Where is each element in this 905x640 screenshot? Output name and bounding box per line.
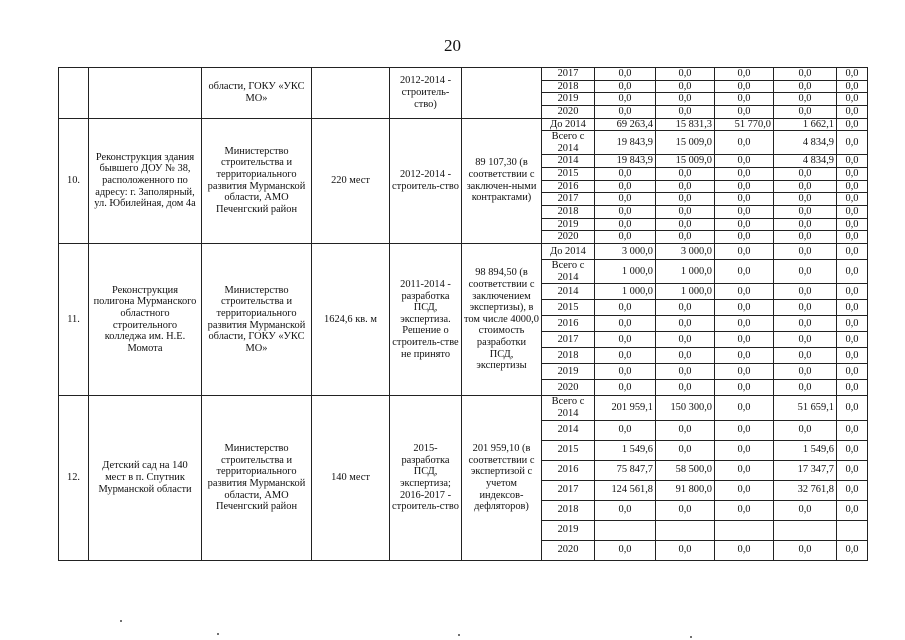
value-cell: 1 549,6 (774, 440, 837, 460)
value-cell: 0,0 (715, 332, 774, 348)
value-cell: 0,0 (837, 420, 868, 440)
year-cell: 2017 (542, 68, 595, 81)
value-cell: 201 959,1 (595, 396, 656, 420)
year-cell: Всего с 2014 (542, 396, 595, 420)
value-cell: 0,0 (656, 168, 715, 181)
year-cell: 2019 (542, 364, 595, 380)
value-cell: 0,0 (774, 68, 837, 81)
year-cell: Всего с 2014 (542, 131, 595, 155)
year-cell: 2018 (542, 348, 595, 364)
value-cell: 1 662,1 (774, 118, 837, 131)
value-cell: 0,0 (656, 332, 715, 348)
value-cell: 0,0 (837, 332, 868, 348)
value-cell: 0,0 (837, 348, 868, 364)
value-cell: 0,0 (656, 440, 715, 460)
value-cell: 0,0 (715, 206, 774, 219)
table-row (59, 68, 868, 81)
value-cell: 150 300,0 (656, 396, 715, 420)
year-cell: 2018 (542, 80, 595, 93)
value-cell: 0,0 (774, 168, 837, 181)
value-cell: 91 800,0 (656, 480, 715, 500)
value-cell: 0,0 (837, 300, 868, 316)
year-cell: 2018 (542, 500, 595, 520)
cost-cell: 98 894,50 (в соответствии с заключением экспертизы), в том числе 4000,0 стоимость разработки ПСД, экспертизы (462, 243, 542, 395)
year-cell: 2016 (542, 460, 595, 480)
value-cell: 0,0 (595, 80, 656, 93)
value-cell: 0,0 (715, 105, 774, 118)
value-cell: 0,0 (715, 180, 774, 193)
period-cell: 2012-2014 - строитель-ство (390, 118, 462, 243)
cost-cell: 201 959,10 (в соответствии с экспертизой с учетом индексов-дефляторов) (462, 396, 542, 560)
value-cell: 0,0 (837, 243, 868, 259)
value-cell: 0,0 (837, 180, 868, 193)
value-cell: 19 843,9 (595, 155, 656, 168)
value-cell: 0,0 (715, 259, 774, 283)
value-cell: 0,0 (595, 420, 656, 440)
value-cell: 0,0 (837, 380, 868, 396)
value-cell: 0,0 (837, 80, 868, 93)
value-cell (774, 520, 837, 540)
value-cell: 17 347,7 (774, 460, 837, 480)
year-cell: 2019 (542, 520, 595, 540)
value-cell: 0,0 (595, 540, 656, 560)
cost-cell: 89 107,30 (в соответствии с заключен-ными контрактами) (462, 118, 542, 243)
entry-name-cell: Реконструкция здания бывшего ДОУ № 38, расположенного по адресу: г. Заполярный, ул. Юбилейная, дом 4а (89, 118, 202, 243)
value-cell: 1 000,0 (656, 284, 715, 300)
value-cell: 0,0 (837, 155, 868, 168)
value-cell: 0,0 (656, 105, 715, 118)
year-cell: 2015 (542, 440, 595, 460)
value-cell: 0,0 (774, 206, 837, 219)
value-cell: 0,0 (715, 193, 774, 206)
capacity-cell: 220 мест (312, 118, 390, 243)
value-cell: 0,0 (595, 348, 656, 364)
value-cell: 58 500,0 (656, 460, 715, 480)
year-cell: 2018 (542, 206, 595, 219)
year-cell: 2020 (542, 380, 595, 396)
value-cell: 4 834,9 (774, 155, 837, 168)
value-cell: 0,0 (656, 500, 715, 520)
value-cell: 0,0 (715, 316, 774, 332)
year-cell: 2019 (542, 93, 595, 106)
value-cell: 0,0 (715, 218, 774, 231)
value-cell: 0,0 (837, 105, 868, 118)
period-cell: 2012-2014 - строитель-ство) (390, 68, 462, 119)
entry-number-cell: 12. (59, 396, 89, 560)
value-cell: 0,0 (774, 316, 837, 332)
year-cell: 2014 (542, 420, 595, 440)
value-cell (595, 520, 656, 540)
value-cell: 0,0 (595, 68, 656, 81)
value-cell: 0,0 (837, 540, 868, 560)
value-cell: 0,0 (837, 480, 868, 500)
value-cell: 0,0 (595, 316, 656, 332)
value-cell: 0,0 (715, 168, 774, 181)
scan-speck (690, 636, 692, 638)
value-cell: 0,0 (837, 193, 868, 206)
value-cell: 0,0 (656, 380, 715, 396)
customer-cell: Министерство строительства и территориального развития Мурманской области, АМО Печенгский район (202, 118, 312, 243)
value-cell: 0,0 (774, 500, 837, 520)
value-cell: 0,0 (837, 218, 868, 231)
value-cell: 0,0 (837, 231, 868, 244)
value-cell: 15 009,0 (656, 155, 715, 168)
value-cell: 0,0 (715, 243, 774, 259)
table-row (59, 396, 868, 420)
value-cell: 0,0 (595, 364, 656, 380)
value-cell: 1 000,0 (595, 284, 656, 300)
capacity-cell (312, 68, 390, 119)
table-body (59, 68, 868, 561)
value-cell: 51 659,1 (774, 396, 837, 420)
value-cell: 0,0 (595, 180, 656, 193)
value-cell: 3 000,0 (656, 243, 715, 259)
value-cell: 0,0 (774, 284, 837, 300)
value-cell: 0,0 (715, 500, 774, 520)
customer-cell: области, ГОКУ «УКС МО» (202, 68, 312, 119)
value-cell: 0,0 (715, 460, 774, 480)
value-cell: 0,0 (774, 180, 837, 193)
value-cell: 0,0 (837, 131, 868, 155)
value-cell: 0,0 (595, 380, 656, 396)
value-cell: 0,0 (656, 80, 715, 93)
year-cell: 2020 (542, 540, 595, 560)
value-cell: 0,0 (774, 348, 837, 364)
value-cell: 0,0 (837, 168, 868, 181)
value-cell: 0,0 (774, 332, 837, 348)
value-cell: 15 009,0 (656, 131, 715, 155)
value-cell: 0,0 (837, 93, 868, 106)
value-cell: 0,0 (656, 193, 715, 206)
value-cell: 124 561,8 (595, 480, 656, 500)
year-cell: До 2014 (542, 118, 595, 131)
value-cell: 0,0 (837, 316, 868, 332)
value-cell: 15 831,3 (656, 118, 715, 131)
year-cell: 2019 (542, 218, 595, 231)
value-cell: 0,0 (774, 300, 837, 316)
value-cell: 75 847,7 (595, 460, 656, 480)
value-cell: 0,0 (656, 540, 715, 560)
value-cell: 0,0 (837, 364, 868, 380)
capacity-cell: 1624,6 кв. м (312, 243, 390, 395)
value-cell: 0,0 (774, 105, 837, 118)
entry-name-cell: Детский сад на 140 мест в п. Спутник Мурманской области (89, 396, 202, 560)
value-cell: 51 770,0 (715, 118, 774, 131)
value-cell: 0,0 (656, 206, 715, 219)
value-cell: 0,0 (656, 316, 715, 332)
period-cell: 2011-2014 - разработка ПСД, экспертиза. Решение о строитель-стве не принято (390, 243, 462, 395)
entry-name-cell (89, 68, 202, 119)
value-cell (837, 520, 868, 540)
year-cell: 2017 (542, 332, 595, 348)
year-cell: 2016 (542, 316, 595, 332)
value-cell: 0,0 (656, 231, 715, 244)
value-cell: 0,0 (837, 206, 868, 219)
value-cell: 0,0 (656, 420, 715, 440)
value-cell: 0,0 (656, 68, 715, 81)
scan-speck (458, 634, 460, 636)
value-cell: 0,0 (774, 243, 837, 259)
value-cell: 0,0 (715, 380, 774, 396)
year-cell: 2017 (542, 480, 595, 500)
value-cell: 0,0 (715, 131, 774, 155)
entry-number-cell: 10. (59, 118, 89, 243)
value-cell: 0,0 (774, 93, 837, 106)
value-cell: 0,0 (837, 118, 868, 131)
value-cell: 0,0 (774, 218, 837, 231)
scan-speck (120, 620, 122, 622)
value-cell: 69 263,4 (595, 118, 656, 131)
year-cell: 2014 (542, 284, 595, 300)
cost-cell (462, 68, 542, 119)
value-cell: 0,0 (595, 300, 656, 316)
value-cell (715, 520, 774, 540)
value-cell: 0,0 (595, 105, 656, 118)
value-cell: 0,0 (837, 500, 868, 520)
investment-table (58, 67, 868, 561)
value-cell: 0,0 (715, 80, 774, 93)
value-cell: 0,0 (837, 68, 868, 81)
value-cell: 0,0 (774, 231, 837, 244)
value-cell: 0,0 (715, 284, 774, 300)
value-cell: 32 761,8 (774, 480, 837, 500)
value-cell: 0,0 (774, 420, 837, 440)
year-cell: 2017 (542, 193, 595, 206)
customer-cell: Министерство строительства и территориального развития Мурманской области, ГОКУ «УКС МО» (202, 243, 312, 395)
value-cell: 0,0 (595, 93, 656, 106)
value-cell: 0,0 (774, 540, 837, 560)
table-row (59, 243, 868, 259)
value-cell: 0,0 (837, 284, 868, 300)
scan-speck (217, 633, 219, 635)
capacity-cell: 140 мест (312, 396, 390, 560)
value-cell: 0,0 (774, 380, 837, 396)
value-cell: 0,0 (715, 540, 774, 560)
customer-cell: Министерство строительства и территориального развития Мурманской области, АМО Печенгский район (202, 396, 312, 560)
value-cell: 0,0 (715, 348, 774, 364)
entry-number-cell: 11. (59, 243, 89, 395)
period-cell: 2015-разработка ПСД, экспертиза; 2016-2017 - строитель-ство (390, 396, 462, 560)
value-cell: 0,0 (715, 300, 774, 316)
table-row (59, 118, 868, 131)
value-cell (656, 520, 715, 540)
value-cell: 0,0 (656, 364, 715, 380)
entry-number-cell (59, 68, 89, 119)
value-cell: 0,0 (715, 396, 774, 420)
value-cell: 0,0 (656, 300, 715, 316)
value-cell: 1 549,6 (595, 440, 656, 460)
value-cell: 0,0 (715, 480, 774, 500)
value-cell: 0,0 (595, 500, 656, 520)
value-cell: 0,0 (715, 231, 774, 244)
year-cell: 2020 (542, 231, 595, 244)
value-cell: 0,0 (715, 93, 774, 106)
value-cell: 1 000,0 (595, 259, 656, 283)
value-cell: 0,0 (595, 231, 656, 244)
year-cell: 2020 (542, 105, 595, 118)
value-cell: 0,0 (656, 348, 715, 364)
value-cell: 3 000,0 (595, 243, 656, 259)
value-cell: 0,0 (774, 80, 837, 93)
value-cell: 0,0 (656, 93, 715, 106)
value-cell: 0,0 (595, 332, 656, 348)
value-cell: 0,0 (837, 396, 868, 420)
value-cell: 0,0 (595, 168, 656, 181)
value-cell: 0,0 (715, 420, 774, 440)
year-cell: 2015 (542, 300, 595, 316)
value-cell: 0,0 (837, 460, 868, 480)
value-cell: 4 834,9 (774, 131, 837, 155)
value-cell: 0,0 (837, 440, 868, 460)
value-cell: 0,0 (595, 193, 656, 206)
year-cell: 2016 (542, 180, 595, 193)
entry-name-cell: Реконструкция полигона Мурманского областного строительного колледжа им. Н.Е. Момота (89, 243, 202, 395)
value-cell: 0,0 (715, 155, 774, 168)
value-cell: 0,0 (656, 180, 715, 193)
value-cell: 0,0 (837, 259, 868, 283)
year-cell: 2014 (542, 155, 595, 168)
value-cell: 0,0 (595, 206, 656, 219)
value-cell: 0,0 (774, 193, 837, 206)
value-cell: 1 000,0 (656, 259, 715, 283)
value-cell: 0,0 (715, 68, 774, 81)
year-cell: Всего с 2014 (542, 259, 595, 283)
value-cell: 0,0 (774, 259, 837, 283)
page-number: 20 (444, 36, 461, 55)
value-cell: 0,0 (715, 440, 774, 460)
value-cell: 0,0 (715, 364, 774, 380)
year-cell: 2015 (542, 168, 595, 181)
value-cell: 0,0 (595, 218, 656, 231)
year-cell: До 2014 (542, 243, 595, 259)
value-cell: 0,0 (774, 364, 837, 380)
value-cell: 19 843,9 (595, 131, 656, 155)
value-cell: 0,0 (656, 218, 715, 231)
